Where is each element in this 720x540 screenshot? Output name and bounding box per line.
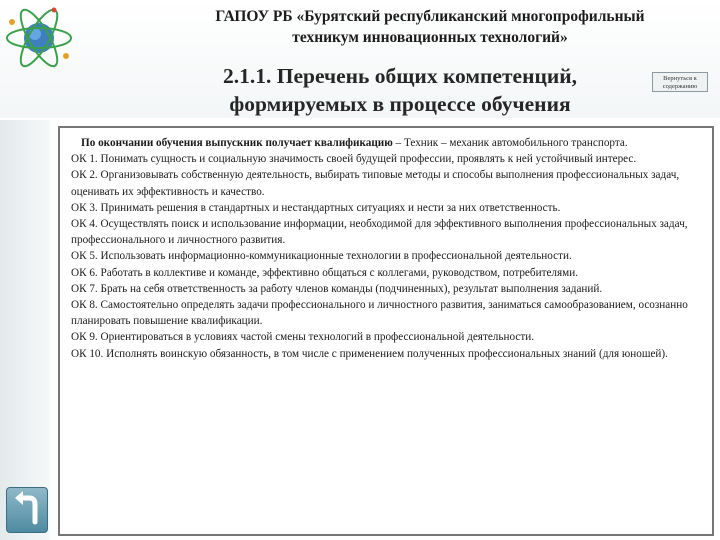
- competency-item: ОК 5. Использовать информационно-коммуникационные технологии в профессиональной деятельности.: [71, 250, 572, 263]
- qualification-intro: [71, 135, 707, 151]
- back-button-line1: Вернуться к: [663, 75, 697, 82]
- competency-item: ОК 2. Организовывать собственную деятельность, выбирать типовые методы и способы выполнения профессиональных задач, оценивать их эффективность и качество.: [71, 169, 680, 198]
- competency-item: ОК 1. Понимать сущность и социальную значимость своей будущей профессии, проявлять к ней устойчивый интерес.: [71, 153, 637, 166]
- return-arrow-icon: [7, 488, 47, 532]
- back-to-contents-button[interactable]: [652, 72, 708, 92]
- org-title: [150, 6, 710, 48]
- qualification-intro-rest: – Техник – механик автомобильного транспорта.: [392, 137, 628, 149]
- competency-item: ОК 9. Ориентироваться в условиях частой смены технологий в профессиональной деятельности.: [71, 331, 534, 344]
- competency-item: ОК 4. Осуществлять поиск и использование информации, необходимой для эффективного выполнения профессиональных задач, профессионального и личностного развития.: [71, 218, 688, 247]
- qualification-intro-bold: По окончании обучения выпускник получает квалификацию: [81, 137, 393, 149]
- competency-list: [71, 135, 707, 362]
- back-button-line2: содержанию: [662, 83, 698, 90]
- left-rail: [0, 120, 50, 540]
- competency-item: ОК 6. Работать в коллективе и команде, эффективно общаться с коллегами, руководством, потребителями.: [71, 266, 579, 279]
- competency-item: ОК 7. Брать на себя ответственность за работу членов команды (подчиненных), результат выполнения заданий.: [71, 282, 603, 295]
- org-title-line1: ГАПОУ РБ «Бурятский республиканский многопрофильный: [215, 8, 645, 25]
- competency-item: ОК 3. Принимать решения в стандартных и нестандартных ситуациях и нести за них ответственность.: [71, 201, 561, 214]
- slide-title: [170, 62, 630, 118]
- competency-item: ОК 8. Самостоятельно определять задачи профессионального и личностного развития, заниматься самообразованием, осознанно планировать повышение квалификации.: [71, 299, 688, 328]
- slide-title-line2: формируемых в процессе обучения: [229, 92, 571, 116]
- return-nav-button[interactable]: [6, 487, 48, 533]
- atom-globe-icon: [4, 2, 74, 74]
- org-title-line2: техникум инновационных технологий»: [292, 29, 568, 46]
- slide-title-line1: 2.1.1. Перечень общих компетенций,: [223, 64, 577, 88]
- competency-item: ОК 10. Исполнять воинскую обязанность, в том числе с применением полученных профессиональных знаний (для юношей).: [71, 347, 668, 360]
